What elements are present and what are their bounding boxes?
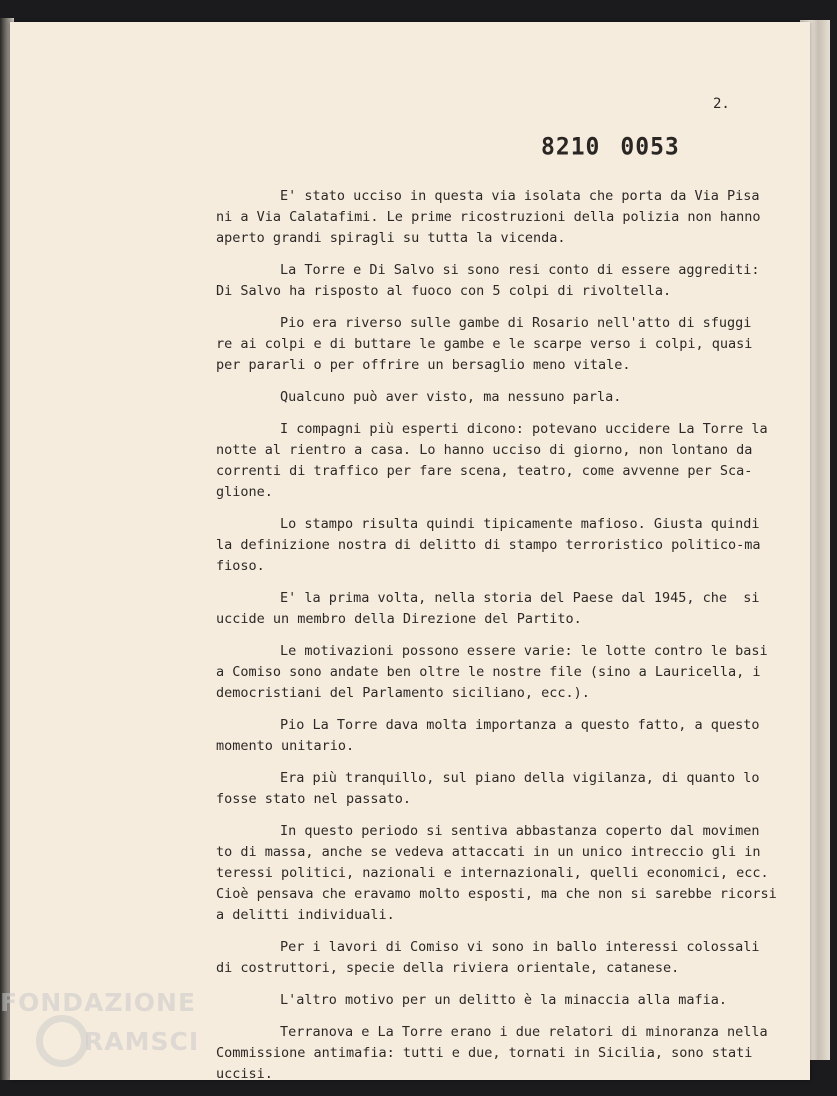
text-line: a delitti individuali.	[216, 907, 395, 923]
paragraph	[216, 419, 768, 503]
text-line: di costruttori, specie della riviera orientale, catanese.	[216, 960, 680, 976]
text-line: aperto grandi spiragli su tutta la vicenda.	[216, 230, 566, 246]
paragraph	[216, 990, 764, 1011]
watermark-line-1: FONDAZIONE	[0, 988, 197, 1017]
text-line: ni a Via Calatafimi. Le prime ricostruzioni della polizia non hanno	[216, 209, 761, 225]
text-line: Per i lavori di Comiso vi sono in ballo interessi colossali	[280, 939, 760, 955]
paragraph	[216, 1022, 768, 1085]
text-line: correnti di traffico per fare scena, teatro, come avvenne per Sca-	[216, 463, 753, 479]
text-line: Lo stampo risulta quindi tipicamente mafioso. Giusta quindi	[280, 516, 760, 532]
text-line: E' stato ucciso in questa via isolata che porta da Via Pisa	[280, 188, 760, 204]
stamp-code-1: 8210	[541, 133, 601, 161]
paragraph	[216, 821, 777, 926]
text-line: Terranova e La Torre erano i due relatori di minoranza nella	[280, 1024, 768, 1040]
text-line: uccide un membro della Direzione del Partito.	[216, 611, 582, 627]
paragraph	[216, 260, 764, 302]
text-line: Qualcuno può aver visto, ma nessuno parla.	[280, 389, 622, 405]
fondazione-gramsci-watermark	[0, 988, 210, 1067]
paragraph	[216, 641, 768, 704]
page-number: 2.	[713, 96, 730, 112]
text-line: teressi politici, nazionali e internazionali, quelli economici, ecc.	[216, 865, 769, 881]
text-line: re ai colpi e di buttare le gambe e le scarpe verso i colpi, quasi	[216, 336, 753, 352]
text-line: L'altro motivo per un delitto è la minaccia alla mafia.	[280, 992, 728, 1008]
text-line: Cioè pensava che eravamo molto esposti, ma che non si sarebbe ricorsi	[216, 886, 777, 902]
paragraph	[216, 937, 764, 979]
text-line: la definizione nostra di delitto di stampo terroristico politico-ma	[216, 537, 761, 553]
paragraph	[216, 186, 764, 249]
text-line: per pararli o per offrire un bersaglio meno vitale.	[216, 357, 631, 373]
paragraph	[216, 588, 764, 630]
text-line: Le motivazioni possono essere varie: le lotte contro le basi	[280, 643, 768, 659]
paragraph	[216, 768, 764, 810]
text-line: uccisi.	[216, 1066, 273, 1082]
text-line: fioso.	[216, 558, 265, 574]
text-line: Commissione antimafia: tutti e due, tornati in Sicilia, sono stati	[216, 1045, 753, 1061]
paragraph	[216, 313, 764, 376]
text-line: Pio era riverso sulle gambe di Rosario nell'atto di sfuggi	[280, 315, 752, 331]
watermark-line-2: RAMSCI	[84, 1026, 200, 1056]
text-line: fosse stato nel passato.	[216, 791, 412, 807]
text-line: democristiani del Parlamento siciliano, ecc.).	[216, 685, 590, 701]
text-line: momento unitario.	[216, 738, 355, 754]
text-line: to di massa, anche se vedeva attaccati in un unico intreccio gli in	[216, 844, 761, 860]
archive-stamp	[541, 133, 680, 160]
gramsci-g-logo-icon	[36, 1015, 88, 1067]
paragraph	[216, 715, 764, 757]
text-line: Di Salvo ha risposto al fuoco con 5 colpi di rivoltella.	[216, 283, 672, 299]
text-line: I compagni più esperti dicono: potevano uccidere La Torre la	[280, 421, 768, 437]
document-body	[216, 186, 777, 1096]
stamp-code-2: 0053	[620, 133, 680, 161]
text-line: La Torre e Di Salvo si sono resi conto di essere aggrediti:	[280, 262, 760, 278]
text-line: Era più tranquillo, sul piano della vigilanza, di quanto lo	[280, 770, 760, 786]
text-line: glione.	[216, 484, 273, 500]
text-line: E' la prima volta, nella storia del Paese dal 1945, che si	[280, 590, 760, 606]
text-line: Pio La Torre dava molta importanza a questo fatto, a questo	[280, 717, 760, 733]
paragraph	[216, 387, 764, 408]
text-line: a Comiso sono andate ben oltre le nostre file (sino a Lauricella, i	[216, 664, 761, 680]
paragraph	[216, 514, 764, 577]
text-line: notte al rientro a casa. Lo hanno ucciso di giorno, non lontano da	[216, 442, 753, 458]
text-line: In questo periodo si sentiva abbastanza coperto dal movimen	[280, 823, 760, 839]
